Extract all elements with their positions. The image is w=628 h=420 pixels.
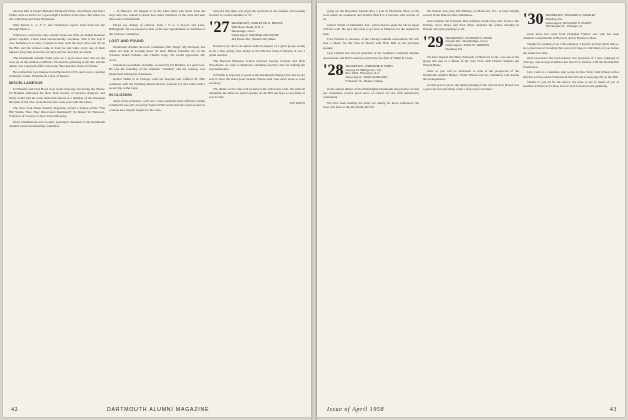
- body-paragraph: We have been sending the letter out asking for more volunteers; the class will meet at the Inn during the fall.: [323, 100, 419, 110]
- left-column-2: [109, 9, 205, 399]
- body-paragraph: Fred Prentice is treasurer of the Chicago Alumni Association. He will host a dinner for the class in March with Dick Hall as the principal speaker.: [323, 37, 419, 50]
- left-column-1: [9, 9, 105, 399]
- page-number-right: 43: [609, 407, 617, 413]
- body-paragraph: Nomad Cory drove an upbeat team in support of a great group. Going in for a fine spring class dinner at the Harvard Club of Boston. It was a grand reunion.: [209, 44, 305, 57]
- class-header: [423, 35, 519, 52]
- body-paragraph: We have learned that Harry Maxwell of Hartford, Conn., was one of the group that met at a dinner in the Yale Club with Charles Simons and Warren Blake.: [423, 54, 519, 68]
- class-contact-info: [345, 65, 403, 84]
- class-year-numeral: '30: [523, 11, 544, 28]
- class-year-numeral: '29: [423, 33, 444, 51]
- body-paragraph: Whatever I said in the class column about our 25th, an Annual Reunion gather together, I have been unwarrantably overdone. That is the way it was. Somehow it is also, I wanted to hear from the boys who read '22 on the Hill, and the reviews came in from far and wide; every one of them talked a long time about the old days and the days that are ahead.: [9, 33, 105, 54]
- body-paragraph: Thanks for reading of us. Unfortunately, I haven't yet had much time to do a great deal of traveling this year, but I hope to visit many of you before the reunion in June.: [523, 42, 619, 55]
- section-heading: IN CLOSING: [109, 92, 132, 97]
- body-paragraph: In the annual dinner of the Philadelphia Dartmouth Association we had our classmates receive good news of classes for the 25th anniversary celebration.: [323, 86, 419, 100]
- class-contact-line: SECRETARY, RICHARD H. MORLEY: [545, 13, 596, 17]
- body-paragraph: Dean Chamberlain was recently appointed chairman of the Dartmouth Alumni Council nominating committee.: [9, 119, 105, 128]
- class-contact-line: SECRETARY, CARLETON G. BROOK: [231, 21, 283, 26]
- class-contact-line: Cooper Rd., Woodbridge, Conn.: [445, 39, 489, 44]
- right-column-1: [323, 9, 419, 399]
- class-contact-line: Reading, Pa.: [445, 46, 463, 51]
- class-year-numeral: '27: [209, 19, 230, 37]
- body-paragraph: going up the Hawaiian Islands after a year in Honolulu. Most of the class meets on weekends and Sunday Beach is a favorite with several of us.: [323, 9, 419, 22]
- body-paragraph: Robert Smith is in Chicago with the hospital and Clifford M. Hall continues with the Planning Board. Robert Jackson, Ed and Clem with a recent trip to the Cape.: [109, 77, 205, 90]
- body-paragraph: allowed him at Dean's Bellokin Memorial Hotel. And Henry and Mace Fisher write us notice for a good night's holiday at the glass club where we met with King and Irene Dickinson.: [9, 9, 105, 22]
- class-contact-line: Wild River Road, R.R. 2: [231, 25, 264, 30]
- body-paragraph: Jack Latham, Gil Edwards, Bob Johnson, Frank Clay, Doc Fowler, Jim Perkins, Scott Drury and Fred Shaw attended the winter meeting in Boston. We send greetings to all.: [423, 18, 519, 32]
- body-paragraph: He notified his Law Degree from Harvard in 1935, and is now a partner in Meade, Lidell, Valentine & Cabot of Boston.: [9, 69, 105, 78]
- class-contact-line: 150 Sturgis St., Chicago, Ill.: [545, 24, 583, 29]
- body-paragraph: Gilbert Scholl of Mansfield, Tex., writes that he spent the fall in Japan with his wife. He says they plan to go back to Hanover for the reunion in June.: [323, 23, 419, 36]
- body-paragraph: Ed Haskins and Fred Hood were in the honorary list during the Winter. Ed Haskins addressed the New York Society of Security Analysts. Ted Kirby writes that his work takes him abroad as a member of the European Division of the CIA. Gene Brown has a new post with the Chase.: [9, 87, 105, 104]
- class-contact-line: Class Agent, JOHN HOWLAND: [345, 75, 388, 80]
- body-paragraph: Ed Wolfe is expected to speak at the Dartmouth Outing Club and we are sure to have the usual good turnout. Please send your news notes to your secretary.: [209, 72, 305, 86]
- right-column-3: [523, 9, 619, 399]
- body-paragraph: Jack Latham was elected president of the Southern California Alumni Association, and Bob Crane has joined the law firm of Smith & Crane.: [323, 51, 419, 60]
- class-contact-line: SECRETARY, JOHNSON F. ROSE: [445, 35, 492, 40]
- body-paragraph: Dick Grosvenor has been named vice president of a new company in Chicago, and George Faulkner has moved to Denver with the Rockefeller Foundation.: [523, 56, 619, 69]
- body-paragraph: ... of Hanover. We happen to be the same folks who heard from the boys who also wanted to know how many members of the class had sent their sons to Dartmouth.: [109, 9, 205, 22]
- body-paragraph: Miss Marcia L. L. F. T. Ave Nathanson reports back from his trip through Mexico.: [9, 23, 105, 32]
- body-paragraph: The New York Times Sunday Magazine carried a feature article "The Hill Winds, How They Discovered Dartmouth" by Robert W. Harwood, Professor of Classics at New York University.: [9, 105, 105, 118]
- class-header: [523, 12, 619, 29]
- class-contact-line: Reading, Pa.: [545, 16, 563, 21]
- class-header: [323, 63, 419, 84]
- class-header: [209, 20, 305, 41]
- section-heading: MISCELLANEOUS: [9, 81, 43, 86]
- body-paragraph: The dinner of the class will be held at the University Club. We shall all remember the times we spent together on the Hill and hope to see many of you in June.: [209, 86, 305, 100]
- class-contact-line: Stevenage, Conn.: [231, 29, 256, 33]
- class-contact-line: Class Agent, RICHARD S. KNAPP: [545, 20, 592, 25]
- left-page: [3, 3, 311, 417]
- body-paragraph: with [for this time, we] enjoy the spectrum of our reunion, and looking forward to a better summer of '47.: [209, 9, 305, 18]
- class-contact-line: Class Agent, GEORGE AHLOQUIR: [231, 32, 279, 37]
- class-contact-line: George M. Billings Co., Inc.: [345, 67, 382, 72]
- class-contact-line: 6 Newton St., Boston, Mass.: [345, 78, 384, 83]
- body-paragraph: Aside from obituaries, we'll see a class reunion's most difficult writing column the late fall, Secretary Sanford Hall writes that he's been around as a whole new chapter begins for the class.: [109, 99, 205, 112]
- column-signature: LEE BATES: [289, 100, 305, 105]
- body-paragraph: Chauncey's president, deanship, as noted by Ed Haskins, is a great loss. He was the founding of the Alumni's "Seminar" and his courtesy was unmatched among his classmates.: [109, 63, 205, 76]
- class-contact-line: SECRETARY, OSBORNE B. KIRBY: [345, 63, 394, 68]
- magazine-name: DARTMOUTH ALUMNI MAGAZINE: [107, 407, 210, 413]
- class-contact-line: Box 1001, Princeton, N.J.: [345, 71, 380, 76]
- body-paragraph: Please see change of address: from 1 P. to 3 Arroyo and Lane, Bellingham. We are pleased to hear of his new appointment as chairman of the advisory committee.: [109, 23, 205, 36]
- body-paragraph: Thanks to you all for the letters. We hope to see as many of you as possible at Hanover in June, and we look forward to the gathering.: [523, 80, 619, 89]
- body-paragraph: Jack Cobb is a classmate who works in New York. Sam Ellison writes that his son has entered Dartmouth this fall and is enjoying life on the Hill.: [523, 70, 619, 79]
- class-year-numeral: '28: [323, 61, 344, 79]
- class-contact-line: Class Agent, JOHN W. VERNON: [445, 43, 490, 48]
- right-column-2: [423, 9, 519, 399]
- section-heading: LOST AND FOUND: [109, 38, 144, 43]
- left-column-3: [209, 9, 305, 399]
- class-contact-info: [545, 14, 603, 29]
- right-page: [317, 3, 625, 417]
- class-contact-info: [445, 37, 503, 52]
- body-paragraph: Dartmouth Alumni Records Chairman (Mrs Hugh '48) Harrison has asked our help in locating these '22 men: Milton Linddale '22, of the Trustees, Ralph Schuler, and Charles Gage. We would appreciate any word.: [109, 44, 205, 62]
- body-paragraph: The Dartmouth Alumni Fund gave us a good news note and set the class up on the reunion committee. We had the gathering at the Inn, and the dinner was a pleasant affair with some fine speeches from old friends.: [9, 55, 105, 68]
- body-paragraph: Most of you will be interested to look at the prospectus of the Dartmouth Alumni Dinner; Frank Wilson and his committee will handle the arrangements.: [423, 68, 519, 82]
- class-contact-info: [231, 22, 289, 41]
- body-paragraph: As this goes to press, the spring meeting of the class in New Haven was a great success and many came a long way to be there.: [423, 82, 519, 92]
- issue-line: Issue of April 1958: [327, 407, 385, 413]
- body-paragraph: the Wilson area, plus Jim Phillips, of Montclair, N.J., is busy helping several in the Hanover Inn committees.: [423, 9, 519, 18]
- body-paragraph: The Harvard Business School honored George Jackson and Dick Woodward; we want to thank the committee and the class for making the trip memorable.: [209, 58, 305, 71]
- class-contact-line: 115 Dover Rd., Weston 93, Mass.: [231, 36, 277, 41]
- page-number-left: 42: [11, 407, 19, 413]
- body-paragraph: Great news has come from Chapman Fuller's son, who has been admitted to Dartmouth in Harvard, and in Hartford, Mass.: [523, 32, 619, 41]
